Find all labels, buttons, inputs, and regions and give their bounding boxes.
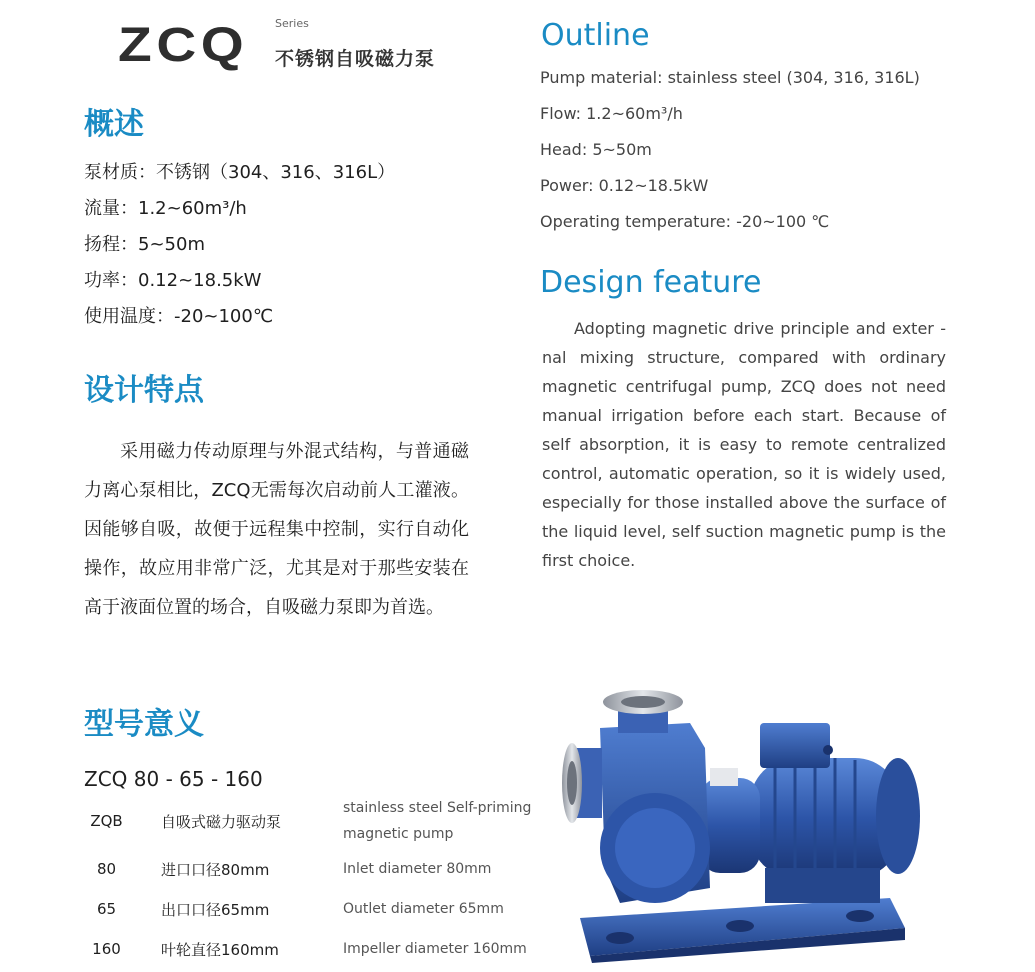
spec-list-cn — [84, 155, 395, 335]
spec-item: Pump material: stainless steel (304, 316, 316L) — [540, 68, 920, 87]
spec-item: 使用温度：-20~100℃ — [84, 306, 274, 327]
series-title: 不锈钢自吸磁力泵 — [275, 48, 436, 70]
foot-pad — [726, 920, 754, 932]
model-meaning-cn: 出口口径65mm — [161, 900, 270, 919]
spec-item: 泵材质：不锈钢（304、316、316L） — [84, 162, 396, 183]
design-paragraph-cn: 采用磁力传动原理与外混式结构，与普通磁力离心泵相比，ZCQ无需每次启动前人工灌液。因能够自吸，故便于远程集中控制，实行自动化操作，故应用非常广泛，尤其是对于那些安装在高于液面位置的场合，自吸磁力泵即为首选。 — [84, 441, 469, 618]
design-paragraph-en: Adopting magnetic drive principle and exter -nal mixing structure, compared with ordinary magnetic centrifugal pump, ZCQ does not need manual irrigation before each start. Because of self absorption, it is easy to remote centralized control, automatic operation, so it is widely used, especially for those installed above the surface of the liquid level, self suction magnetic pump is the first choice. — [542, 319, 946, 570]
series-logo: ZCQ — [118, 19, 249, 72]
model-code: 80 — [96, 860, 117, 878]
table-row — [84, 929, 543, 969]
spec-item: Operating temperature: -20~100 ℃ — [540, 212, 830, 231]
motor-feet — [765, 868, 880, 903]
model-meaning-en: Inlet diameter 80mm — [343, 861, 492, 877]
overview-heading-cn: 概述 — [84, 107, 144, 142]
spec-item: Head: 5~50m — [540, 140, 652, 159]
inlet-bore — [567, 761, 577, 805]
spec-item: Power: 0.12~18.5kW — [540, 176, 709, 195]
model-meaning-cn: 叶轮直径160mm — [161, 940, 279, 959]
model-meaning-cn: 自吸式磁力驱动泵 — [161, 812, 282, 831]
design-heading-en: Design feature — [540, 265, 762, 300]
model-code: 160 — [92, 940, 121, 958]
foot-pad — [846, 910, 874, 922]
spec-item: Flow: 1.2~60m³/h — [540, 104, 683, 123]
model-meaning-en: Impeller diameter 160mm — [343, 941, 527, 957]
terminal-gland — [823, 745, 833, 755]
series-label: Series — [275, 17, 309, 30]
outline-heading-en: Outline — [541, 18, 650, 53]
foot-pad — [606, 932, 634, 944]
table-row — [84, 889, 543, 929]
volute-face — [615, 808, 695, 888]
spec-item: 流量：1.2~60m³/h — [84, 198, 247, 219]
table-row — [84, 849, 543, 889]
model-designation: ZCQ 80 - 65 - 160 — [84, 767, 263, 791]
pump-coupling — [700, 778, 760, 873]
spec-item: 功率：0.12~18.5kW — [84, 270, 262, 291]
pump-label-plate — [710, 768, 738, 786]
model-meaning-cn: 进口口径80mm — [161, 860, 270, 879]
model-meaning-en: stainless steel Self-priming magnetic pump — [343, 800, 532, 842]
pump-photo — [560, 688, 970, 963]
model-heading-cn: 型号意义 — [84, 707, 204, 742]
model-code: ZQB — [90, 812, 123, 830]
spec-item: 扬程：5~50m — [84, 234, 205, 255]
motor-terminal-box — [760, 723, 830, 768]
motor-end-cap — [876, 758, 920, 874]
table-row — [84, 793, 543, 849]
outlet-bore — [621, 696, 665, 708]
model-meaning-en: Outlet diameter 65mm — [343, 901, 504, 917]
design-heading-cn: 设计特点 — [84, 373, 204, 408]
spec-list-en — [540, 60, 920, 240]
model-meaning-table — [84, 793, 543, 969]
model-code: 65 — [96, 900, 117, 918]
